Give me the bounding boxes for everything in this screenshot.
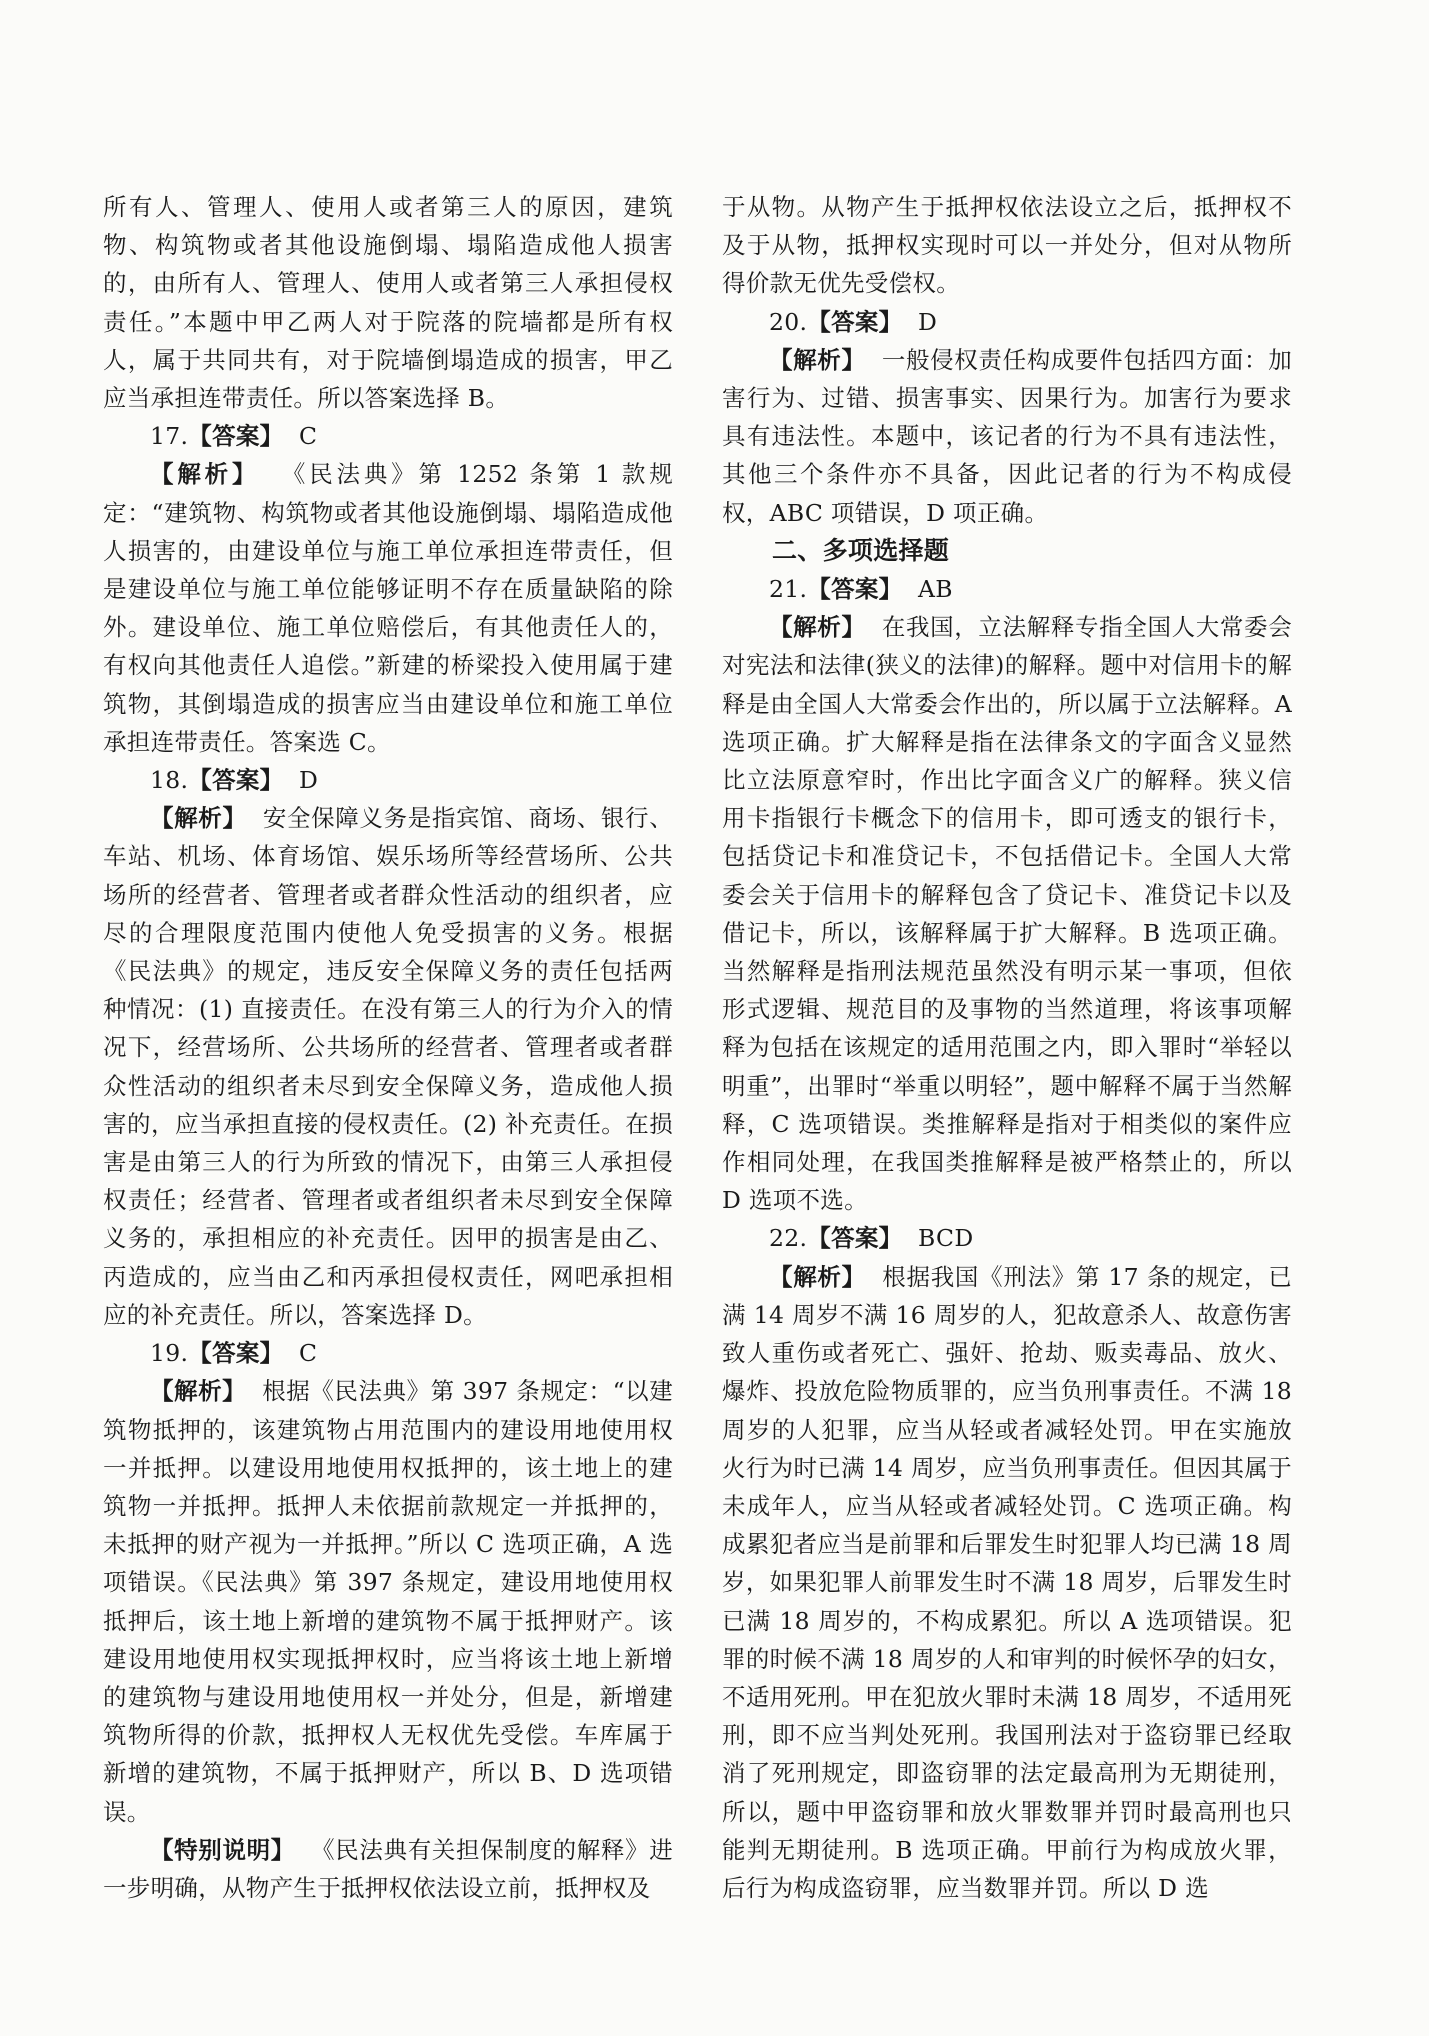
explanation-text: 一般侵权责任构成要件包括四方面：加害行为、过错、损害事实、因果行为。加害行为要求具有违法性。本题中，该记者的行为不具有违法性，其他三个条件亦不具备，因此记者的行为不构成侵权，ABC 项错误，D 项正确。 xyxy=(722,345,1292,527)
explanation-text: 根据《民法典》第 397 条规定：“以建筑物抵押的，该建筑物占用范围内的建设用地使用权一并抵押。以建设用地使用权抵押的，该土地上的建筑物一并抵押。抵押人未依据前款规定一并抵押的，未抵押的财产视为一并抵押。”所以 C 选项正确，A 选项错误。《民法典》第 397 条规定，建设用地使用权抵押后，该土地上新增的建筑物不属于抵押财产。该建设用地使用权实现抵押权时，应当将该土地上新增的建筑物与建设用地使用权一并处分，但是，新增建筑物所得的价款，抵押权人无权优先受偿。车库属于新增的建筑物，不属于抵押财产，所以 B、D 选项错误。 xyxy=(103,1377,674,1826)
explanation-label: 【解析】 xyxy=(769,613,866,642)
explanation-text: 《民法典》第 1252 条第 1 款规定：“建筑物、构筑物或者其他设施倒塌、塌陷造成他人损害的，由建设单位与施工单位承担连带责任，但是建设单位与施工单位能够证明不存在质量缺陷的除外。建设单位、施工单位赔偿后，有其他责任人的，有权向其他责任人追偿。”新建的桥梁投入使用属于建筑物，其倒塌造成的损害应当由建设单位和施工单位承担连带责任。答案选 C。 xyxy=(103,460,674,756)
answer-value: BCD xyxy=(918,1224,974,1253)
explanation-label: 【解析】 xyxy=(769,1262,866,1291)
question-20-explanation xyxy=(722,341,1292,532)
question-number: 21. xyxy=(769,575,808,604)
special-note xyxy=(103,1831,673,1907)
left-column xyxy=(103,188,673,1907)
continued-paragraph: 所有人、管理人、使用人或者第三人的原因，建筑物、构筑物或者其他设施倒塌、塌陷造成他人损害的，由所有人、管理人、使用人或者第三人承担侵权责任。”本题中甲乙两人对于院落的院墙都是所有权人，属于共同共有，对于院墙倒塌造成的损害，甲乙应当承担连带责任。所以答案选择 B。 xyxy=(103,193,673,413)
answer-value: D xyxy=(299,766,319,795)
answer-value: AB xyxy=(918,575,953,604)
continued-paragraph: 于从物。从物产生于抵押权依法设立之后，抵押权不及于从物，抵押权实现时可以一并处分，但对从物所得价款无优先受偿权。 xyxy=(722,193,1292,298)
explanation-text: 在我国，立法解释专指全国人大常委会对宪法和法律(狭义的法律)的解释。题中对信用卡的解释是由全国人大常委会作出的，所以属于立法解释。A 选项正确。扩大解释是指在法律条文的字面含义显然比立法原意窄时，作出比字面含义广的解释。狭义信用卡指银行卡概念下的信用卡，即可透支的银行卡，包括贷记卡和准贷记卡，不包括借记卡。全国人大常委会关于信用卡的解释包含了贷记卡、准贷记卡以及借记卡，所以，该解释属于扩大解释。B 选项正确。当然解释是指刑法规范虽然没有明示某一事项，但依形式逻辑、规范目的及事物的当然道理，将该事项解释为包括在该规定的适用范围之内，即入罪时“举轻以明重”，出罪时“举重以明轻”，题中解释不属于当然解释，C 选项错误。类推解释是指对于相类似的案件应作相同处理，在我国类推解释是被严格禁止的，所以 D 选项不选。 xyxy=(722,613,1292,1215)
question-19-answer xyxy=(103,1334,673,1372)
answer-label: 【答案】 xyxy=(188,1339,284,1368)
answer-value: C xyxy=(299,1339,318,1368)
note-label: 【特别说明】 xyxy=(150,1835,295,1864)
question-number: 20. xyxy=(769,307,808,336)
question-number: 19. xyxy=(150,1339,189,1368)
question-number: 17. xyxy=(150,422,189,451)
question-22-answer xyxy=(722,1219,1292,1257)
note-text: 《民法典有关担保制度的解释》进一步明确，从物产生于抵押权依法设立前，抵押权及 xyxy=(103,1835,674,1902)
question-20-answer xyxy=(722,303,1292,341)
explanation-label: 【解析】 xyxy=(150,460,260,489)
right-column xyxy=(722,188,1292,1907)
answer-label: 【答案】 xyxy=(188,766,284,795)
question-21-answer xyxy=(722,570,1292,608)
question-18-answer xyxy=(103,761,673,799)
question-22-explanation xyxy=(722,1258,1292,1907)
answer-label: 【答案】 xyxy=(807,575,903,604)
question-17-answer xyxy=(103,417,673,455)
explanation-label: 【解析】 xyxy=(150,804,247,833)
section-heading: 二、多项选择题 xyxy=(772,535,950,565)
question-number: 18. xyxy=(150,766,189,795)
explanation-text: 安全保障义务是指宾馆、商场、银行、车站、机场、体育场馆、娱乐场所等经营场所、公共场所的经营者、管理者或者群众性活动的组织者，应尽的合理限度范围内使他人免受损害的义务。根据《民法典》的规定，违反安全保障义务的责任包括两种情况：(1) 直接责任。在没有第三人的行为介入的情况下，经营场所、公共场所的经营者、管理者或者群众性活动的组织者未尽到安全保障义务，造成他人损害的，应当承担直接的侵权责任。(2) 补充责任。在损害是由第三人的行为所致的情况下，由第三人承担侵权责任；经营者、管理者或者组织者未尽到安全保障义务的，承担相应的补充责任。因甲的损害是由乙、丙造成的，应当由乙和丙承担侵权责任，网吧承担相应的补充责任。所以，答案选择 D。 xyxy=(103,804,673,1329)
answer-label: 【答案】 xyxy=(188,422,284,451)
answer-label: 【答案】 xyxy=(807,307,903,336)
question-number: 22. xyxy=(769,1224,808,1253)
question-18-explanation xyxy=(103,799,673,1334)
explanation-text: 根据我国《刑法》第 17 条的规定，已满 14 周岁不满 16 周岁的人，犯故意杀人、故意伤害致人重伤或者死亡、强奸、抢劫、贩卖毒品、放火、爆炸、投放危险物质罪的，应当负刑事责任。不满 18 周岁的人犯罪，应当从轻或者减轻处罚。甲在实施放火行为时已满 14 周岁，应当负刑事责任。但因其属于未成年人，应当从轻或者减轻处罚。C 选项正确。构成累犯者应当是前罪和后罪发生时犯罪人均已满 18 周岁，如果犯罪人前罪发生时不满 18 周岁，后罪发生时已满 18 周岁的，不构成累犯。所以 A 选项错误。犯罪的时候不满 18 周岁的人和审判的时候怀孕的妇女，不适用死刑。甲在犯放火罪时未满 18 周岁，不适用死刑，即不应当判处死刑。我国刑法对于盗窃罪已经取消了死刑规定，即盗窃罪的法定最高刑为无期徒刑，所以，题中甲盗窃罪和放火罪数罪并罚时最高刑也只能判无期徒刑。B 选项正确。甲前行为构成放火罪，后行为构成盗窃罪，应当数罪并罚。所以 D 选 xyxy=(722,1262,1293,1902)
question-19-explanation xyxy=(103,1372,673,1830)
answer-label: 【答案】 xyxy=(807,1224,903,1253)
question-21-explanation xyxy=(722,608,1292,1219)
answer-value: C xyxy=(299,422,318,451)
explanation-label: 【解析】 xyxy=(150,1377,247,1406)
explanation-label: 【解析】 xyxy=(769,345,866,374)
answer-value: D xyxy=(918,307,938,336)
question-17-explanation xyxy=(103,455,673,761)
